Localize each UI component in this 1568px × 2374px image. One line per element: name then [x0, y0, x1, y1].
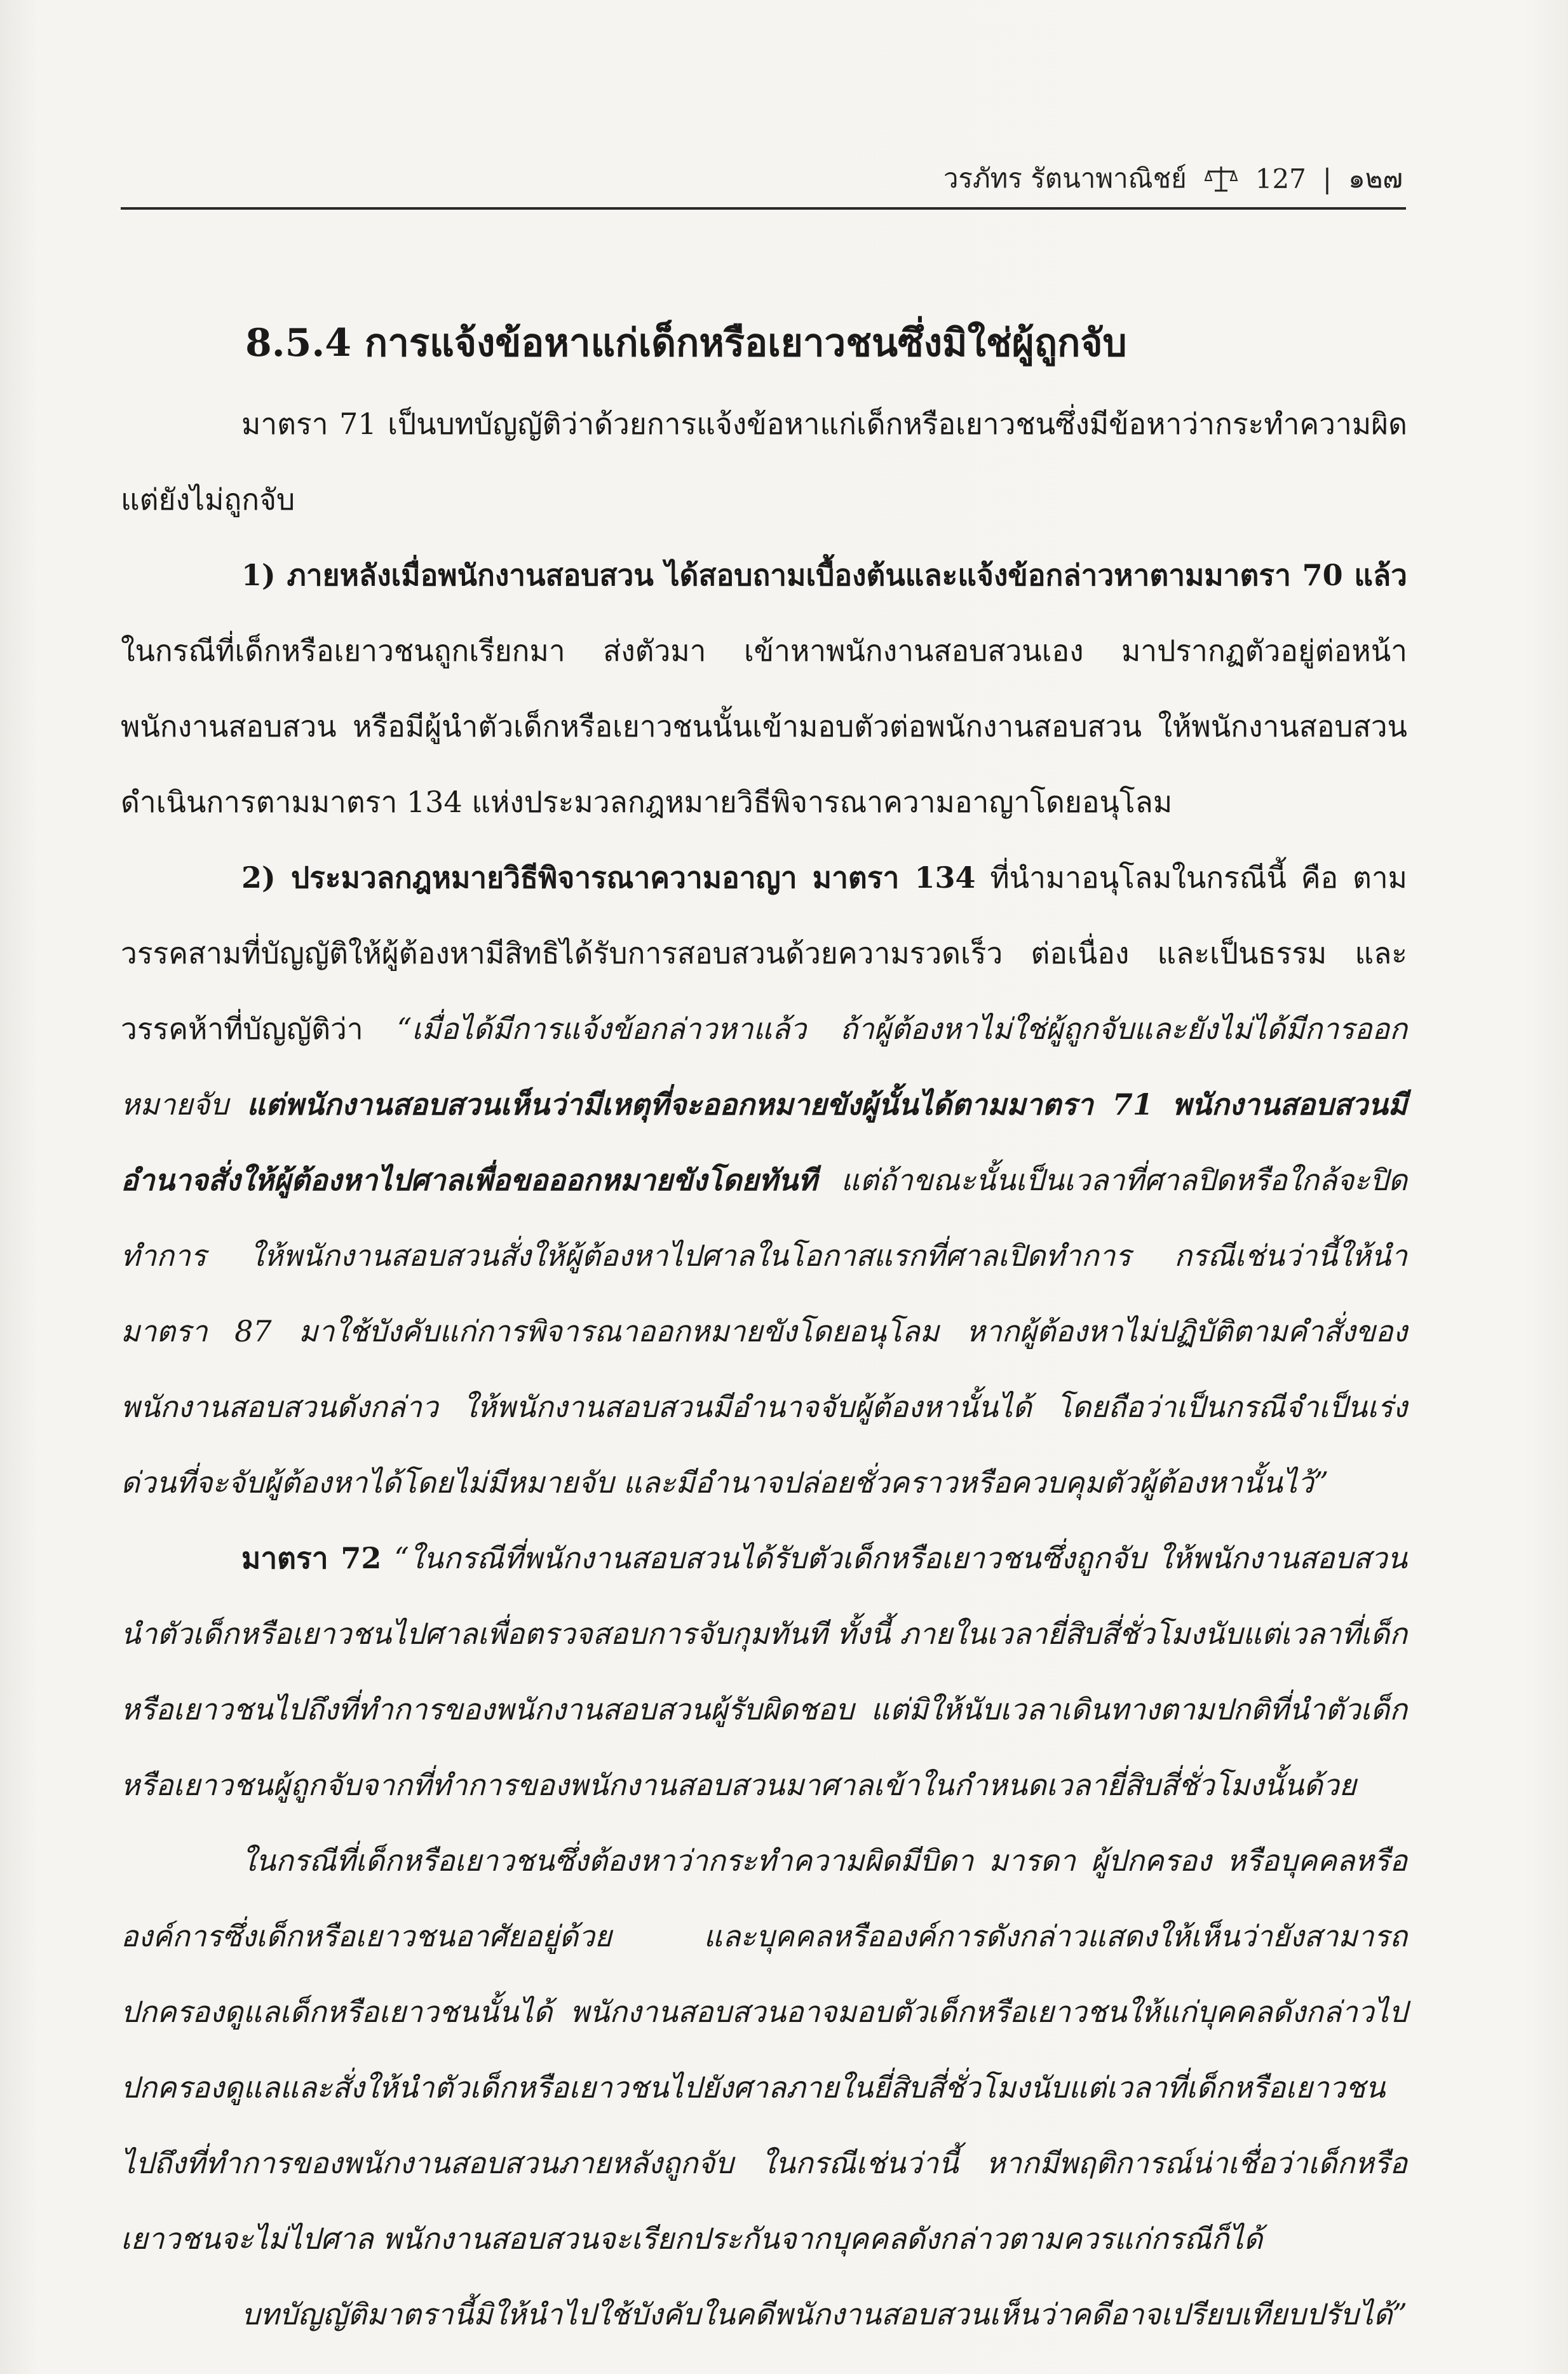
paragraph-3-quote-1: “เมื่อได้มีการแจ้งข้อกล่าวหาแล้ว ถ้าผู้ต้องหาไม่ใช่ผู้ถูกจับและยังไม่ได้มีการออกหมายจับ: [121, 1012, 1408, 1122]
paragraph-4-lead: มาตรา 72: [241, 1541, 395, 1575]
page-number-separator: |: [1322, 163, 1332, 194]
paragraph-2: [121, 538, 1407, 840]
author-name: วรภัทร รัตนาพาณิชย์: [943, 163, 1187, 194]
paragraph-3-quote-bold: แต่พนักงานสอบสวนเห็นว่ามีเหตุที่จะออกหมายขังผู้นั้นได้ตามมาตรา 71 พนักงานสอบสวนมีอำนาจสั่งให้ผู้ต้องหาไปศาลเพื่อขอออกหมายขังโดยทันที: [121, 1087, 1408, 1197]
page-body: [121, 305, 1407, 2352]
scales-of-justice-icon: [1203, 164, 1239, 193]
paragraph-4-quote: “ในกรณีที่พนักงานสอบสวนได้รับตัวเด็กหรือเยาวชนซึ่งถูกจับ ให้พนักงานสอบสวนนำตัวเด็กหรือเยาวชนไปศาลเพื่อตรวจสอบการจับกุมทันที ทั้งนี้ ภายในเวลายี่สิบสี่ชั่วโมงนับแต่เวลาที่เด็กหรือเยาวชนไปถึงที่ทำการของพนักงานสอบสวนผู้รับผิดชอบ แต่มิให้นับเวลาเดินทางตามปกติที่นำตัวเด็กหรือเยาวชนผู้ถูกจับจากที่ทำการของพนักงานสอบสวนมาศาลเข้าในกำหนดเวลายี่สิบสี่ชั่วโมงนั้นด้วย: [121, 1541, 1407, 1802]
page-number-arabic: 127: [1255, 163, 1306, 194]
section-title: 8.5.4 การแจ้งข้อหาแก่เด็กหรือเยาวชนซึ่งมิใช่ผู้ถูกจับ: [245, 321, 1127, 365]
paragraph-3-lead: 2) ประมวลกฎหมายวิธีพิจารณาความอาญา มาตรา 134: [241, 860, 976, 895]
paragraph-5: ในกรณีที่เด็กหรือเยาวชนซึ่งต้องหาว่ากระทำความผิดมีบิดา มารดา ผู้ปกครอง หรือบุคคลหรือองค์การซึ่งเด็กหรือเยาวชนอาศัยอยู่ด้วย และบุคคลหรือองค์การดังกล่าวแสดงให้เห็นว่ายังสามารถปกครองดูแลเด็กหรือเยาวชนนั้นได้ พนักงานสอบสวนอาจมอบตัวเด็กหรือเยาวชนให้แก่บุคคลดังกล่าวไปปกครองดูแลและสั่งให้นำตัวเด็กหรือเยาวชนไปยังศาลภายในยี่สิบสี่ชั่วโมงนับแต่เวลาที่เด็กหรือเยาวชนไปถึงที่ทำการของพนักงานสอบสวนภายหลังถูกจับ ในกรณีเช่นว่านี้ หากมีพฤติการณ์น่าเชื่อว่าเด็กหรือเยาวชนจะไม่ไปศาล พนักงานสอบสวนจะเรียกประกันจากบุคคลดังกล่าวตามควรแก่กรณีก็ได้: [121, 1843, 1407, 2256]
paragraph-1: มาตรา 71 เป็นบทบัญญัติว่าด้วยการแจ้งข้อหาแก่เด็กหรือเยาวชนซึ่งมีข้อหาว่ากระทำความผิดแต่ยังไม่ถูกจับ: [121, 407, 1407, 517]
header-rule: [121, 207, 1406, 210]
paragraph-2-text: ในกรณีที่เด็กหรือเยาวชนถูกเรียกมา ส่งตัวมา เข้าหาพนักงานสอบสวนเอง มาปรากฏตัวอยู่ต่อหน้าพนักงานสอบสวน หรือมีผู้นำตัวเด็กหรือเยาวชนนั้นเข้ามอบตัวต่อพนักงานสอบสวน ให้พนักงานสอบสวนดำเนินการตามมาตรา 134 แห่งประมวลกฎหมายวิธีพิจารณาความอาญาโดยอนุโลม: [121, 634, 1407, 819]
running-header: [943, 158, 1403, 200]
page-number-thai: ๑๒๗: [1348, 163, 1403, 194]
paragraph-2-lead: 1) ภายหลังเมื่อพนักงานสอบสวน ได้สอบถามเบื้องต้นและแจ้งข้อกล่าวหาตามมาตรา 70 แล้ว: [241, 558, 1407, 592]
paragraph-6: บทบัญญัติมาตรานี้มิให้นำไปใช้บังคับในคดีพนักงานสอบสวนเห็นว่าคดีอาจเปรียบเทียบปรับได้”: [241, 2297, 1407, 2331]
paragraph-3-text: ที่นำมาอนุโลมในกรณีนี้ คือ ตามวรรคสามที่บัญญัติให้ผู้ต้องหามีสิทธิได้รับการสอบสวนด้วยความรวดเร็ว ต่อเนื่อง และเป็นธรรม และวรรคห้าที่บัญญัติว่า: [121, 860, 1407, 1046]
paragraph-4: [121, 1521, 1407, 1823]
paragraph-3-quote-2: แต่ถ้าขณะนั้นเป็นเวลาที่ศาลปิดหรือใกล้จะปิดทำการ ให้พนักงานสอบสวนสั่งให้ผู้ต้องหาไปศาลในโอกาสแรกที่ศาลเปิดทำการ กรณีเช่นว่านี้ให้นำมาตรา 87 มาใช้บังคับแก่การพิจารณาออกหมายขังโดยอนุโลม หากผู้ต้องหาไม่ปฏิบัติตามคำสั่งของพนักงานสอบสวนดังกล่าว ให้พนักงานสอบสวนมีอำนาจจับผู้ต้องหานั้นได้ โดยถือว่าเป็นกรณีจำเป็นเร่งด่วนที่จะจับผู้ต้องหาได้โดยไม่มีหมายจับ และมีอำนาจปล่อยชั่วคราวหรือควบคุมตัวผู้ต้องหานั้นไว้”: [121, 1163, 1407, 1500]
paragraph-3: [121, 840, 1407, 1521]
